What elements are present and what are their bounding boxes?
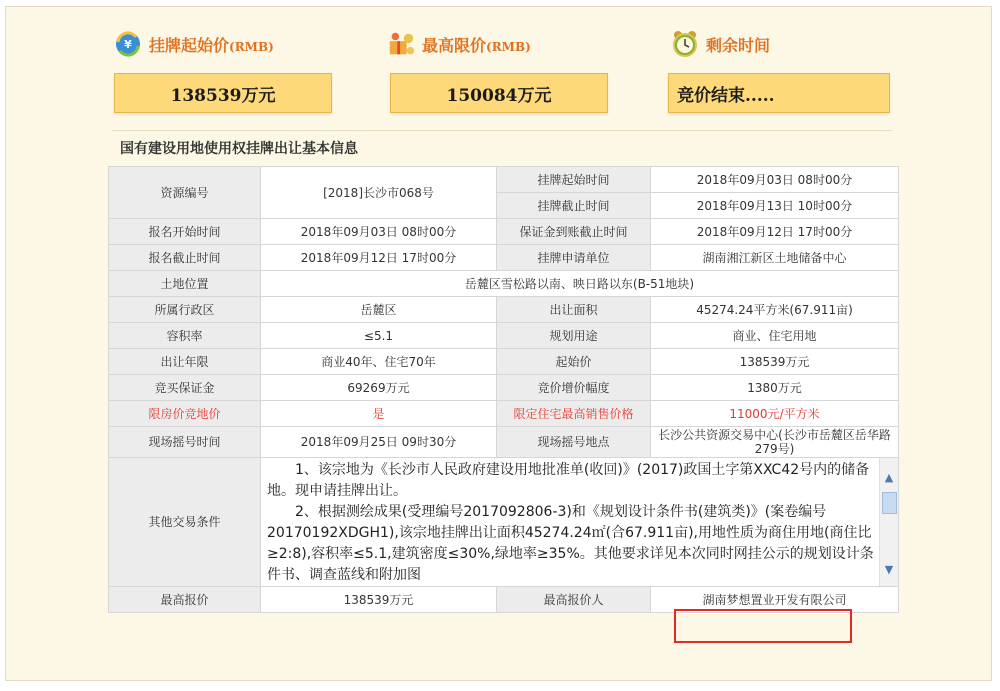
max-price-unit: (RMB) (486, 39, 531, 54)
start-price-unit: (RMB) (229, 39, 274, 54)
section-title: 国有建设用地使用权挂牌出让基本信息 (120, 141, 358, 157)
usage-key: 规划用途 (497, 323, 651, 349)
other-terms-key: 其他交易条件 (109, 458, 261, 587)
svg-text:¥: ¥ (124, 38, 132, 51)
reg-start-key: 报名开始时间 (109, 219, 261, 245)
other-terms-paragraph-1: 1、该宗地为《长沙市人民政府建设用地批准单(收回)》(2017)政国土字第XXC42号内的储备地。现申请挂牌出让。 (267, 462, 870, 499)
top-bid-value: 138539万元 (261, 587, 497, 613)
resource-no-value: [2018]长沙市068号 (261, 167, 497, 219)
max-price-header (386, 28, 531, 60)
reg-start-value: 2018年09月03日 08时00分 (261, 219, 497, 245)
remaining-label: 剩余时间 (706, 35, 771, 55)
onsite-place-key: 现场摇号地点 (497, 427, 651, 458)
scroll-up-icon[interactable]: ▲ (884, 471, 894, 484)
other-terms-text[interactable] (261, 458, 880, 586)
reg-end-value: 2018年09月12日 17时00分 (261, 245, 497, 271)
start-price-header (113, 28, 274, 60)
table-row (109, 349, 899, 375)
price-limit-key: 限房价竞地价 (109, 401, 261, 427)
listing-start-key: 挂牌起始时间 (497, 167, 651, 193)
table-row (109, 167, 899, 193)
location-key: 土地位置 (109, 271, 261, 297)
remaining-value: 竞价结束..... (668, 73, 890, 113)
other-terms-paragraph-2: 2、根据测绘成果(受理编号2017092806-3)和《规划设计条件书(建筑类)》(案卷编号20170192XDGH1),该宗地挂牌出让面积45274.24㎡(合67.911亩),用地性质为商住用地(商住比≥2:8),容积率≤5.1,建筑密度≤30%,绿地率≥35%。其他要求详见本次同时网挂公示的规划设计条件书、调查蓝线和附加图 (267, 504, 874, 583)
money-icon (113, 29, 143, 59)
far-key: 容积率 (109, 323, 261, 349)
far-value: ≤5.1 (261, 323, 497, 349)
remaining-header (670, 28, 770, 60)
table-row (109, 427, 899, 458)
max-sale-value: 11000元/平方米 (651, 401, 899, 427)
district-value: 岳麓区 (261, 297, 497, 323)
max-price-label: 最高限价 (422, 35, 487, 55)
term-key: 出让年限 (109, 349, 261, 375)
divider (112, 130, 892, 131)
term-value: 商业40年、住宅70年 (261, 349, 497, 375)
start-price-cell: 138539万元 (651, 349, 899, 375)
price-limit-value: 是 (261, 401, 497, 427)
listing-info-table (108, 166, 899, 613)
start-price-value: 138539万元 (114, 73, 332, 113)
usage-value: 商业、住宅用地 (651, 323, 899, 349)
listing-end-value: 2018年09月13日 10时00分 (651, 193, 899, 219)
table-row (109, 458, 899, 587)
onsite-place-value: 长沙公共资源交易中心(长沙市岳麓区岳华路279号) (651, 427, 899, 458)
top-bid-key: 最高报价 (109, 587, 261, 613)
max-price-value: 150084万元 (390, 73, 608, 113)
top-bidder-key: 最高报价人 (497, 587, 651, 613)
table-row (109, 271, 899, 297)
applicant-value: 湖南湘江新区土地储备中心 (651, 245, 899, 271)
applicant-key: 挂牌申请单位 (497, 245, 651, 271)
deposit-deadline-value: 2018年09月12日 17时00分 (651, 219, 899, 245)
onsite-time-value: 2018年09月25日 09时30分 (261, 427, 497, 458)
table-row (109, 323, 899, 349)
start-price-key: 起始价 (497, 349, 651, 375)
listing-end-key: 挂牌截止时间 (497, 193, 651, 219)
deposit-deadline-key: 保证金到账截止时间 (497, 219, 651, 245)
scroll-down-icon[interactable]: ▼ (884, 563, 894, 576)
increment-key: 竞价增价幅度 (497, 375, 651, 401)
top-bidder-highlight (674, 609, 852, 643)
location-value: 岳麓区雪松路以南、映日路以东(B-51地块) (261, 271, 899, 297)
table-row (109, 375, 899, 401)
reg-end-key: 报名截止时间 (109, 245, 261, 271)
increment-value: 1380万元 (651, 375, 899, 401)
bid-deposit-value: 69269万元 (261, 375, 497, 401)
listing-start-value: 2018年09月03日 08时00分 (651, 167, 899, 193)
table-row (109, 245, 899, 271)
district-key: 所属行政区 (109, 297, 261, 323)
resource-no-key: 资源编号 (109, 167, 261, 219)
area-value: 45274.24平方米(67.911亩) (651, 297, 899, 323)
area-key: 出让面积 (497, 297, 651, 323)
start-price-label: 挂牌起始价 (149, 35, 230, 55)
scroll-thumb[interactable] (882, 492, 897, 514)
bid-deposit-key: 竞买保证金 (109, 375, 261, 401)
table-row (109, 219, 899, 245)
gift-icon (386, 29, 416, 59)
onsite-time-key: 现场摇号时间 (109, 427, 261, 458)
alarm-clock-icon (670, 29, 700, 59)
max-sale-key: 限定住宅最高销售价格 (497, 401, 651, 427)
table-row (109, 297, 899, 323)
other-terms-cell (261, 458, 899, 587)
table-row (109, 401, 899, 427)
top-bidder-value: 湖南梦想置业开发有限公司 (651, 587, 899, 613)
terms-scrollbar[interactable] (879, 458, 898, 586)
